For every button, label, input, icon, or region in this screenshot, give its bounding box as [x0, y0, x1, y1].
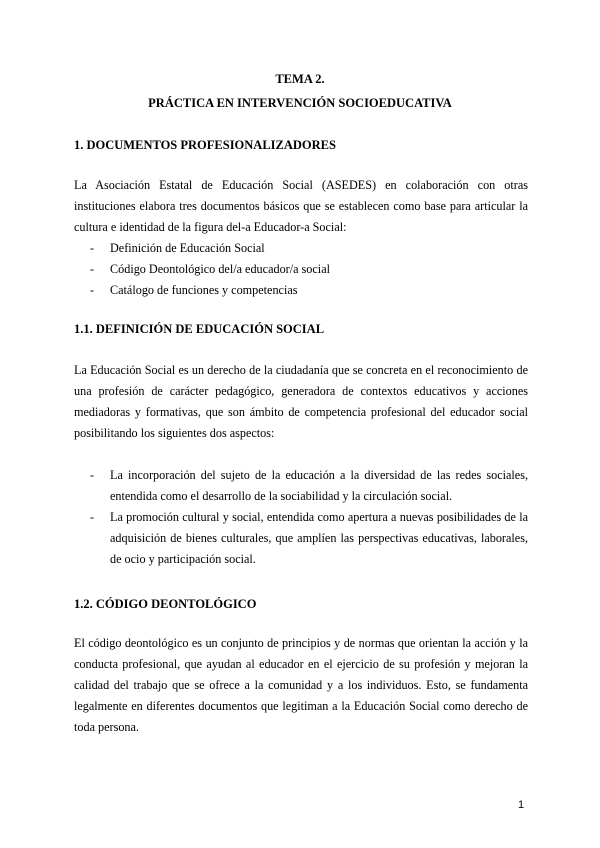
- section-1-2-heading: 1.2. CÓDIGO DEONTOLÓGICO: [74, 597, 257, 611]
- list-item-text: Catálogo de funciones y competencias: [110, 283, 298, 297]
- list-item-text: La promoción cultural y social, entendida como apertura a nuevas posibilidades de la adquisición de bienes culturales, que amplíen las perspectivas educativas, laborales, de ocio y participación social.: [110, 510, 528, 566]
- section-1-1-list: [74, 465, 528, 570]
- list-item: [74, 238, 528, 259]
- list-item: [74, 259, 528, 280]
- section-1-list: [74, 238, 528, 301]
- list-item-text: Código Deontológico del/a educador/a social: [110, 262, 330, 276]
- list-item-text: Definición de Educación Social: [110, 241, 265, 255]
- list-item: [74, 465, 528, 507]
- section-1-2-body: El código deontológico es un conjunto de principios y de normas que orientan la acción y la conducta profesional, que ayudan al educador en el ejercicio de su profesión y mejoran la calidad del trabajo que se ofrece a la comunidad y a los individuos. Esto, se fundamenta legalmente en diferentes documentos que legitiman a la Educación Social como derecho de toda persona.: [74, 636, 528, 734]
- list-item: [74, 280, 528, 301]
- section-1-intro: La Asociación Estatal de Educación Social (ASEDES) en colaboración con otras instituciones elabora tres documentos básicos que se establecen como base para articular la cultura e identidad de la figura del-a Educador-a Social:: [74, 178, 528, 234]
- page-number: 1: [518, 799, 525, 811]
- list-marker: -: [90, 283, 95, 297]
- list-item-text: La incorporación del sujeto de la educación a la diversidad de las redes sociales, entendida como el desarrollo de la sociabilidad y la circulación social.: [110, 468, 528, 503]
- page-title: PRÁCTICA EN INTERVENCIÓN SOCIOEDUCATIVA: [148, 96, 452, 110]
- section-1-1-intro: La Educación Social es un derecho de la ciudadanía que se concreta en el reconocimiento de una profesión de carácter pedagógico, generadora de contextos educativos y acciones mediadoras y formativas, que son ámbito de competencia profesional del educador social posibilitando los siguientes dos aspectos:: [74, 363, 528, 440]
- tema-label: TEMA 2.: [275, 72, 325, 86]
- list-marker: -: [90, 241, 95, 255]
- list-marker: -: [90, 510, 95, 524]
- section-1-heading: 1. DOCUMENTOS PROFESIONALIZADORES: [74, 138, 336, 152]
- list-marker: -: [90, 262, 95, 276]
- list-marker: -: [90, 468, 95, 482]
- section-1-1-heading: 1.1. DEFINICIÓN DE EDUCACIÓN SOCIAL: [74, 322, 325, 336]
- list-item: [74, 507, 528, 570]
